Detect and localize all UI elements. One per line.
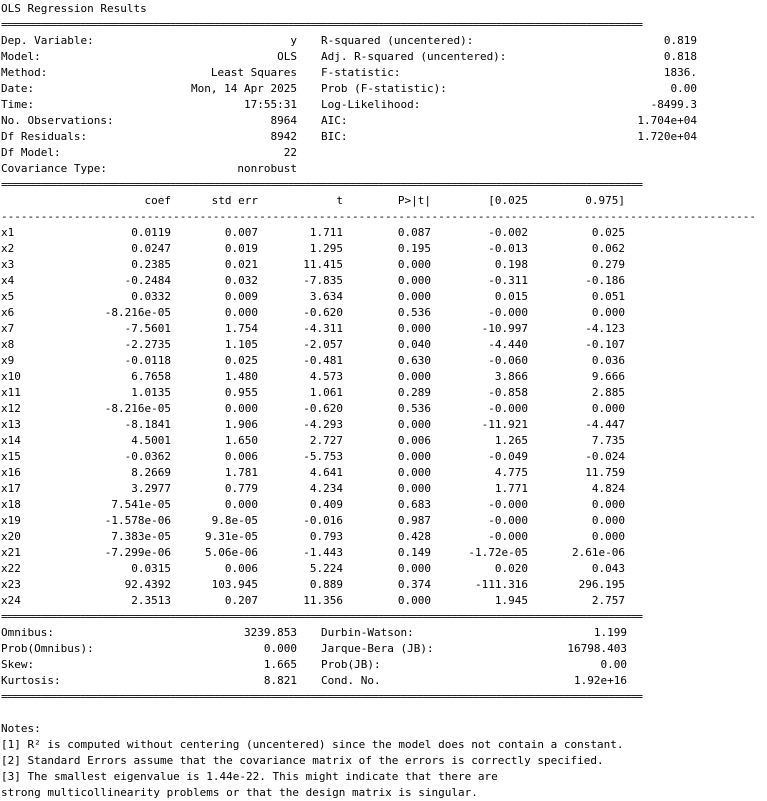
rule-line xyxy=(1,17,761,33)
table-row xyxy=(1,305,761,321)
std-err-value: 0.025 xyxy=(224,354,258,367)
coef-value: -1.578e-06 xyxy=(104,514,171,527)
table-row xyxy=(1,369,761,385)
coef-value: -8.216e-05 xyxy=(104,306,171,319)
coef-value: -0.0362 xyxy=(124,450,171,463)
table-row xyxy=(1,497,761,513)
ci-low-value: -0.002 xyxy=(488,226,528,239)
variable-name: x12 xyxy=(1,402,21,415)
std-err-value: 0.006 xyxy=(224,562,258,575)
ci-low-value: 0.015 xyxy=(494,290,528,303)
summary-left-label: Method: xyxy=(1,66,48,79)
note-text: [1] R² is computed without centering (uncentered) since the model does not contain a constant. xyxy=(1,738,624,751)
summary-left-label: No. Observations: xyxy=(1,114,114,127)
t-value: -0.016 xyxy=(303,514,343,527)
p-value: 0.149 xyxy=(397,546,431,559)
p-value: 0.630 xyxy=(397,354,431,367)
diagnostic-right-value: 1.199 xyxy=(593,626,627,639)
table-row xyxy=(1,545,761,561)
table-row xyxy=(1,385,761,401)
ci-high-value: -0.024 xyxy=(585,450,625,463)
std-err-value: 1.906 xyxy=(224,418,258,431)
diagnostic-left-value: 3239.853 xyxy=(244,626,297,639)
t-value: 0.793 xyxy=(309,530,343,543)
report-title-line xyxy=(1,1,761,17)
rule-line xyxy=(1,209,761,225)
summary-right-label: BIC: xyxy=(321,130,348,143)
std-err-value: 1.754 xyxy=(224,322,258,335)
t-value: -1.443 xyxy=(303,546,343,559)
ci-low-value: -11.921 xyxy=(481,418,528,431)
t-value: 11.415 xyxy=(303,258,343,271)
p-value: 0.000 xyxy=(397,418,431,431)
note-line xyxy=(1,737,761,753)
t-value: 3.634 xyxy=(309,290,343,303)
header-ci-high: 0.975] xyxy=(585,194,625,207)
p-value: 0.006 xyxy=(397,434,431,447)
t-value: 0.889 xyxy=(309,578,343,591)
coef-value: 0.2385 xyxy=(131,258,171,271)
std-err-value: 0.032 xyxy=(224,274,258,287)
p-value: 0.536 xyxy=(397,306,431,319)
ci-low-value: -0.013 xyxy=(488,242,528,255)
diagnostic-left-value: 8.821 xyxy=(263,674,297,687)
t-value: 2.727 xyxy=(309,434,343,447)
ci-high-value: -4.447 xyxy=(585,418,625,431)
std-err-value: 0.021 xyxy=(224,258,258,271)
ci-high-value: -0.186 xyxy=(585,274,625,287)
rule-line xyxy=(1,609,761,625)
p-value: 0.000 xyxy=(397,258,431,271)
variable-name: x10 xyxy=(1,370,21,383)
note-text: strong multicollinearity problems or that the design matrix is singular. xyxy=(1,786,478,799)
ci-low-value: -0.000 xyxy=(488,530,528,543)
ci-low-value: 4.775 xyxy=(494,466,528,479)
coef-value: 0.0332 xyxy=(131,290,171,303)
diagnostic-row xyxy=(1,673,761,689)
t-value: 1.061 xyxy=(309,386,343,399)
header-std-err: std err xyxy=(211,194,258,207)
variable-name: x5 xyxy=(1,290,15,303)
coef-value: -8.1841 xyxy=(124,418,171,431)
table-row xyxy=(1,321,761,337)
std-err-value: 9.8e-05 xyxy=(211,514,258,527)
p-value: 0.374 xyxy=(397,578,431,591)
variable-name: x15 xyxy=(1,450,21,463)
ci-high-value: 0.000 xyxy=(591,402,625,415)
ci-low-value: -0.311 xyxy=(488,274,528,287)
ci-high-value: 0.062 xyxy=(591,242,625,255)
std-err-value: 5.06e-06 xyxy=(205,546,258,559)
summary-row xyxy=(1,81,761,97)
summary-right-value: 0.819 xyxy=(663,34,697,47)
ci-high-value: -4.123 xyxy=(585,322,625,335)
summary-left-value: 22 xyxy=(283,146,297,159)
diagnostic-right-value: 16798.403 xyxy=(567,642,627,655)
p-value: 0.195 xyxy=(397,242,431,255)
variable-name: x23 xyxy=(1,578,21,591)
rule-double: ================================================================================================================== xyxy=(1,18,642,31)
p-value: 0.087 xyxy=(397,226,431,239)
coef-value: 7.541e-05 xyxy=(111,498,171,511)
summary-left-label: Df Residuals: xyxy=(1,130,88,143)
diagnostic-left-value: 0.000 xyxy=(263,642,297,655)
table-row xyxy=(1,433,761,449)
t-value: 0.409 xyxy=(309,498,343,511)
summary-left-label: Df Model: xyxy=(1,146,61,159)
ci-high-value: 0.051 xyxy=(591,290,625,303)
variable-name: x24 xyxy=(1,594,21,607)
variable-name: x21 xyxy=(1,546,21,559)
p-value: 0.000 xyxy=(397,322,431,335)
ci-high-value: 4.824 xyxy=(591,482,625,495)
t-value: -4.293 xyxy=(303,418,343,431)
variable-name: x20 xyxy=(1,530,21,543)
variable-name: x16 xyxy=(1,466,21,479)
ci-high-value: 9.666 xyxy=(591,370,625,383)
variable-name: x9 xyxy=(1,354,15,367)
table-row xyxy=(1,529,761,545)
summary-row xyxy=(1,113,761,129)
diagnostic-right-label: Prob(JB): xyxy=(321,658,381,671)
summary-row xyxy=(1,129,761,145)
summary-right-label: F-statistic: xyxy=(321,66,401,79)
summary-right-value: 0.818 xyxy=(663,50,697,63)
summary-left-value: 8942 xyxy=(270,130,297,143)
ci-low-value: -0.000 xyxy=(488,306,528,319)
coef-value: -0.0118 xyxy=(124,354,171,367)
diagnostic-row xyxy=(1,657,761,673)
p-value: 0.987 xyxy=(397,514,431,527)
rule-double: ================================================================================================================== xyxy=(1,690,642,703)
table-row xyxy=(1,417,761,433)
summary-right-value: 1836. xyxy=(663,66,697,79)
t-value: 4.234 xyxy=(309,482,343,495)
header-coef: coef xyxy=(144,194,171,207)
variable-name: x1 xyxy=(1,226,15,239)
std-err-value: 0.000 xyxy=(224,306,258,319)
diagnostic-left-label: Kurtosis: xyxy=(1,674,61,687)
variable-name: x18 xyxy=(1,498,21,511)
variable-name: x8 xyxy=(1,338,15,351)
p-value: 0.000 xyxy=(397,562,431,575)
table-row xyxy=(1,401,761,417)
summary-left-value: 8964 xyxy=(270,114,297,127)
std-err-value: 0.000 xyxy=(224,402,258,415)
p-value: 0.000 xyxy=(397,370,431,383)
summary-right-value: 1.720e+04 xyxy=(637,130,697,143)
ci-high-value: 11.759 xyxy=(585,466,625,479)
t-value: 1.295 xyxy=(309,242,343,255)
notes-title-line xyxy=(1,721,761,737)
table-row xyxy=(1,449,761,465)
variable-name: x17 xyxy=(1,482,21,495)
std-err-value: 1.105 xyxy=(224,338,258,351)
ci-low-value: -111.316 xyxy=(475,578,528,591)
summary-left-label: Time: xyxy=(1,98,35,111)
ci-high-value: 0.043 xyxy=(591,562,625,575)
coef-value: -0.2484 xyxy=(124,274,171,287)
summary-left-value: OLS xyxy=(277,50,297,63)
coef-value: -2.2735 xyxy=(124,338,171,351)
p-value: 0.289 xyxy=(397,386,431,399)
variable-name: x11 xyxy=(1,386,21,399)
t-value: 11.356 xyxy=(303,594,343,607)
ci-high-value: 0.025 xyxy=(591,226,625,239)
ci-low-value: -1.72e-05 xyxy=(468,546,528,559)
note-text: [3] The smallest eigenvalue is 1.44e-22. This might indicate that there are xyxy=(1,770,498,783)
ci-low-value: -0.000 xyxy=(488,498,528,511)
table-row xyxy=(1,465,761,481)
summary-left-label: Date: xyxy=(1,82,35,95)
p-value: 0.040 xyxy=(397,338,431,351)
ci-low-value: -0.858 xyxy=(488,386,528,399)
t-value: -2.057 xyxy=(303,338,343,351)
std-err-value: 0.955 xyxy=(224,386,258,399)
table-row xyxy=(1,353,761,369)
std-err-value: 0.000 xyxy=(224,498,258,511)
diagnostic-right-value: 1.92e+16 xyxy=(574,674,627,687)
t-value: -0.620 xyxy=(303,306,343,319)
rule-single: ------------------------------------------------------------------------------------------------------------------ xyxy=(1,210,756,223)
summary-right-value: -8499.3 xyxy=(650,98,697,111)
coef-value: 7.383e-05 xyxy=(111,530,171,543)
coef-header-row xyxy=(1,193,761,209)
diagnostic-right-label: Cond. No. xyxy=(321,674,381,687)
t-value: 5.224 xyxy=(309,562,343,575)
summary-right-label: Adj. R-squared (uncentered): xyxy=(321,50,507,63)
ci-high-value: 2.885 xyxy=(591,386,625,399)
p-value: 0.000 xyxy=(397,274,431,287)
rule-double: ================================================================================================================== xyxy=(1,178,642,191)
summary-left-value: nonrobust xyxy=(237,162,297,175)
p-value: 0.000 xyxy=(397,594,431,607)
diagnostic-right-label: Durbin-Watson: xyxy=(321,626,414,639)
summary-left-value: Least Squares xyxy=(210,66,297,79)
table-row xyxy=(1,241,761,257)
coef-value: 8.2669 xyxy=(131,466,171,479)
summary-right-label: Prob (F-statistic): xyxy=(321,82,447,95)
summary-left-label: Model: xyxy=(1,50,41,63)
p-value: 0.428 xyxy=(397,530,431,543)
coefficient-table xyxy=(1,225,761,609)
t-value: -0.620 xyxy=(303,402,343,415)
coef-value: 92.4392 xyxy=(124,578,171,591)
header-t: t xyxy=(336,194,343,207)
ci-low-value: 3.866 xyxy=(494,370,528,383)
summary-right-value: 0.00 xyxy=(670,82,697,95)
variable-name: x13 xyxy=(1,418,21,431)
diagnostic-left-label: Omnibus: xyxy=(1,626,54,639)
p-value: 0.000 xyxy=(397,450,431,463)
t-value: -0.481 xyxy=(303,354,343,367)
rule-line xyxy=(1,177,761,193)
variable-name: x7 xyxy=(1,322,15,335)
variable-name: x19 xyxy=(1,514,21,527)
coef-value: 0.0247 xyxy=(131,242,171,255)
variable-name: x14 xyxy=(1,434,21,447)
p-value: 0.000 xyxy=(397,290,431,303)
coef-value: -8.216e-05 xyxy=(104,402,171,415)
summary-right-label: AIC: xyxy=(321,114,348,127)
std-err-value: 0.006 xyxy=(224,450,258,463)
ci-high-value: -0.107 xyxy=(585,338,625,351)
p-value: 0.000 xyxy=(397,466,431,479)
std-err-value: 0.009 xyxy=(224,290,258,303)
table-row xyxy=(1,593,761,609)
table-row xyxy=(1,481,761,497)
coef-value: 2.3513 xyxy=(131,594,171,607)
coef-value: 0.0315 xyxy=(131,562,171,575)
ci-high-value: 7.735 xyxy=(591,434,625,447)
diagnostic-row xyxy=(1,625,761,641)
table-row xyxy=(1,257,761,273)
ci-low-value: 0.020 xyxy=(494,562,528,575)
note-line xyxy=(1,785,761,801)
header-pvalue: P>|t| xyxy=(397,194,431,207)
std-err-value: 1.650 xyxy=(224,434,258,447)
std-err-value: 9.31e-05 xyxy=(205,530,258,543)
t-value: -4.311 xyxy=(303,322,343,335)
coef-value: -7.299e-06 xyxy=(104,546,171,559)
variable-name: x3 xyxy=(1,258,15,271)
p-value: 0.000 xyxy=(397,482,431,495)
regression-report xyxy=(1,1,761,801)
ci-high-value: 0.000 xyxy=(591,498,625,511)
diagnostic-left-label: Prob(Omnibus): xyxy=(1,642,94,655)
ci-low-value: -4.440 xyxy=(488,338,528,351)
diagnostic-left-label: Skew: xyxy=(1,658,35,671)
summary-row xyxy=(1,49,761,65)
blank-line xyxy=(1,705,761,721)
diagnostic-left-value: 1.665 xyxy=(263,658,297,671)
std-err-value: 0.007 xyxy=(224,226,258,239)
ci-low-value: -0.060 xyxy=(488,354,528,367)
std-err-value: 0.019 xyxy=(224,242,258,255)
coef-value: 4.5001 xyxy=(131,434,171,447)
coef-value: 6.7658 xyxy=(131,370,171,383)
note-line xyxy=(1,753,761,769)
coef-value: -7.5601 xyxy=(124,322,171,335)
table-row xyxy=(1,577,761,593)
note-text: [2] Standard Errors assume that the covariance matrix of the errors is correctly specified. xyxy=(1,754,604,767)
p-value: 0.536 xyxy=(397,402,431,415)
variable-name: x22 xyxy=(1,562,21,575)
ci-low-value: -0.000 xyxy=(488,402,528,415)
summary-left-value: y xyxy=(290,34,297,47)
summary-right-value: 1.704e+04 xyxy=(637,114,697,127)
diagnostic-right-value: 0.00 xyxy=(600,658,627,671)
table-row xyxy=(1,513,761,529)
t-value: -7.835 xyxy=(303,274,343,287)
model-summary-block xyxy=(1,33,761,177)
rule-line xyxy=(1,689,761,705)
coef-value: 1.0135 xyxy=(131,386,171,399)
std-err-value: 103.945 xyxy=(211,578,258,591)
variable-name: x2 xyxy=(1,242,15,255)
coef-value: 0.0119 xyxy=(131,226,171,239)
ci-high-value: 0.000 xyxy=(591,514,625,527)
ci-high-value: 0.000 xyxy=(591,530,625,543)
summary-row xyxy=(1,161,761,177)
summary-left-value: Mon, 14 Apr 2025 xyxy=(191,82,297,95)
diagnostic-right-label: Jarque-Bera (JB): xyxy=(321,642,434,655)
variable-name: x6 xyxy=(1,306,15,319)
diagnostic-row xyxy=(1,641,761,657)
table-row xyxy=(1,337,761,353)
note-line xyxy=(1,769,761,785)
ci-low-value: -0.049 xyxy=(488,450,528,463)
t-value: -5.753 xyxy=(303,450,343,463)
t-value: 4.573 xyxy=(309,370,343,383)
table-row xyxy=(1,289,761,305)
ci-high-value: 0.036 xyxy=(591,354,625,367)
header-ci-low: [0.025 xyxy=(488,194,528,207)
ci-high-value: 2.61e-06 xyxy=(572,546,625,559)
p-value: 0.683 xyxy=(397,498,431,511)
ci-high-value: 0.279 xyxy=(591,258,625,271)
table-row xyxy=(1,273,761,289)
table-row xyxy=(1,225,761,241)
std-err-value: 1.781 xyxy=(224,466,258,479)
summary-row xyxy=(1,33,761,49)
std-err-value: 0.779 xyxy=(224,482,258,495)
ci-high-value: 2.757 xyxy=(591,594,625,607)
ci-low-value: 0.198 xyxy=(494,258,528,271)
ci-low-value: 1.945 xyxy=(494,594,528,607)
table-row xyxy=(1,561,761,577)
ci-high-value: 296.195 xyxy=(578,578,625,591)
summary-left-value: 17:55:31 xyxy=(244,98,297,111)
summary-left-label: Dep. Variable: xyxy=(1,34,94,47)
std-err-value: 1.480 xyxy=(224,370,258,383)
ci-low-value: 1.265 xyxy=(494,434,528,447)
summary-left-label: Covariance Type: xyxy=(1,162,107,175)
std-err-value: 0.207 xyxy=(224,594,258,607)
summary-right-label: Log-Likelihood: xyxy=(321,98,421,111)
t-value: 4.641 xyxy=(309,466,343,479)
t-value: 1.711 xyxy=(309,226,343,239)
notes-title: Notes: xyxy=(1,722,41,735)
report-title: OLS Regression Results xyxy=(1,2,147,15)
summary-right-label: R-squared (uncentered): xyxy=(321,34,474,47)
ci-high-value: 0.000 xyxy=(591,306,625,319)
summary-row xyxy=(1,145,761,161)
ci-low-value: 1.771 xyxy=(494,482,528,495)
ci-low-value: -0.000 xyxy=(488,514,528,527)
variable-name: x4 xyxy=(1,274,15,287)
rule-double: ================================================================================================================== xyxy=(1,610,642,623)
diagnostics-block xyxy=(1,625,761,689)
ci-low-value: -10.997 xyxy=(481,322,528,335)
summary-row xyxy=(1,65,761,81)
coef-value: 3.2977 xyxy=(131,482,171,495)
summary-row xyxy=(1,97,761,113)
